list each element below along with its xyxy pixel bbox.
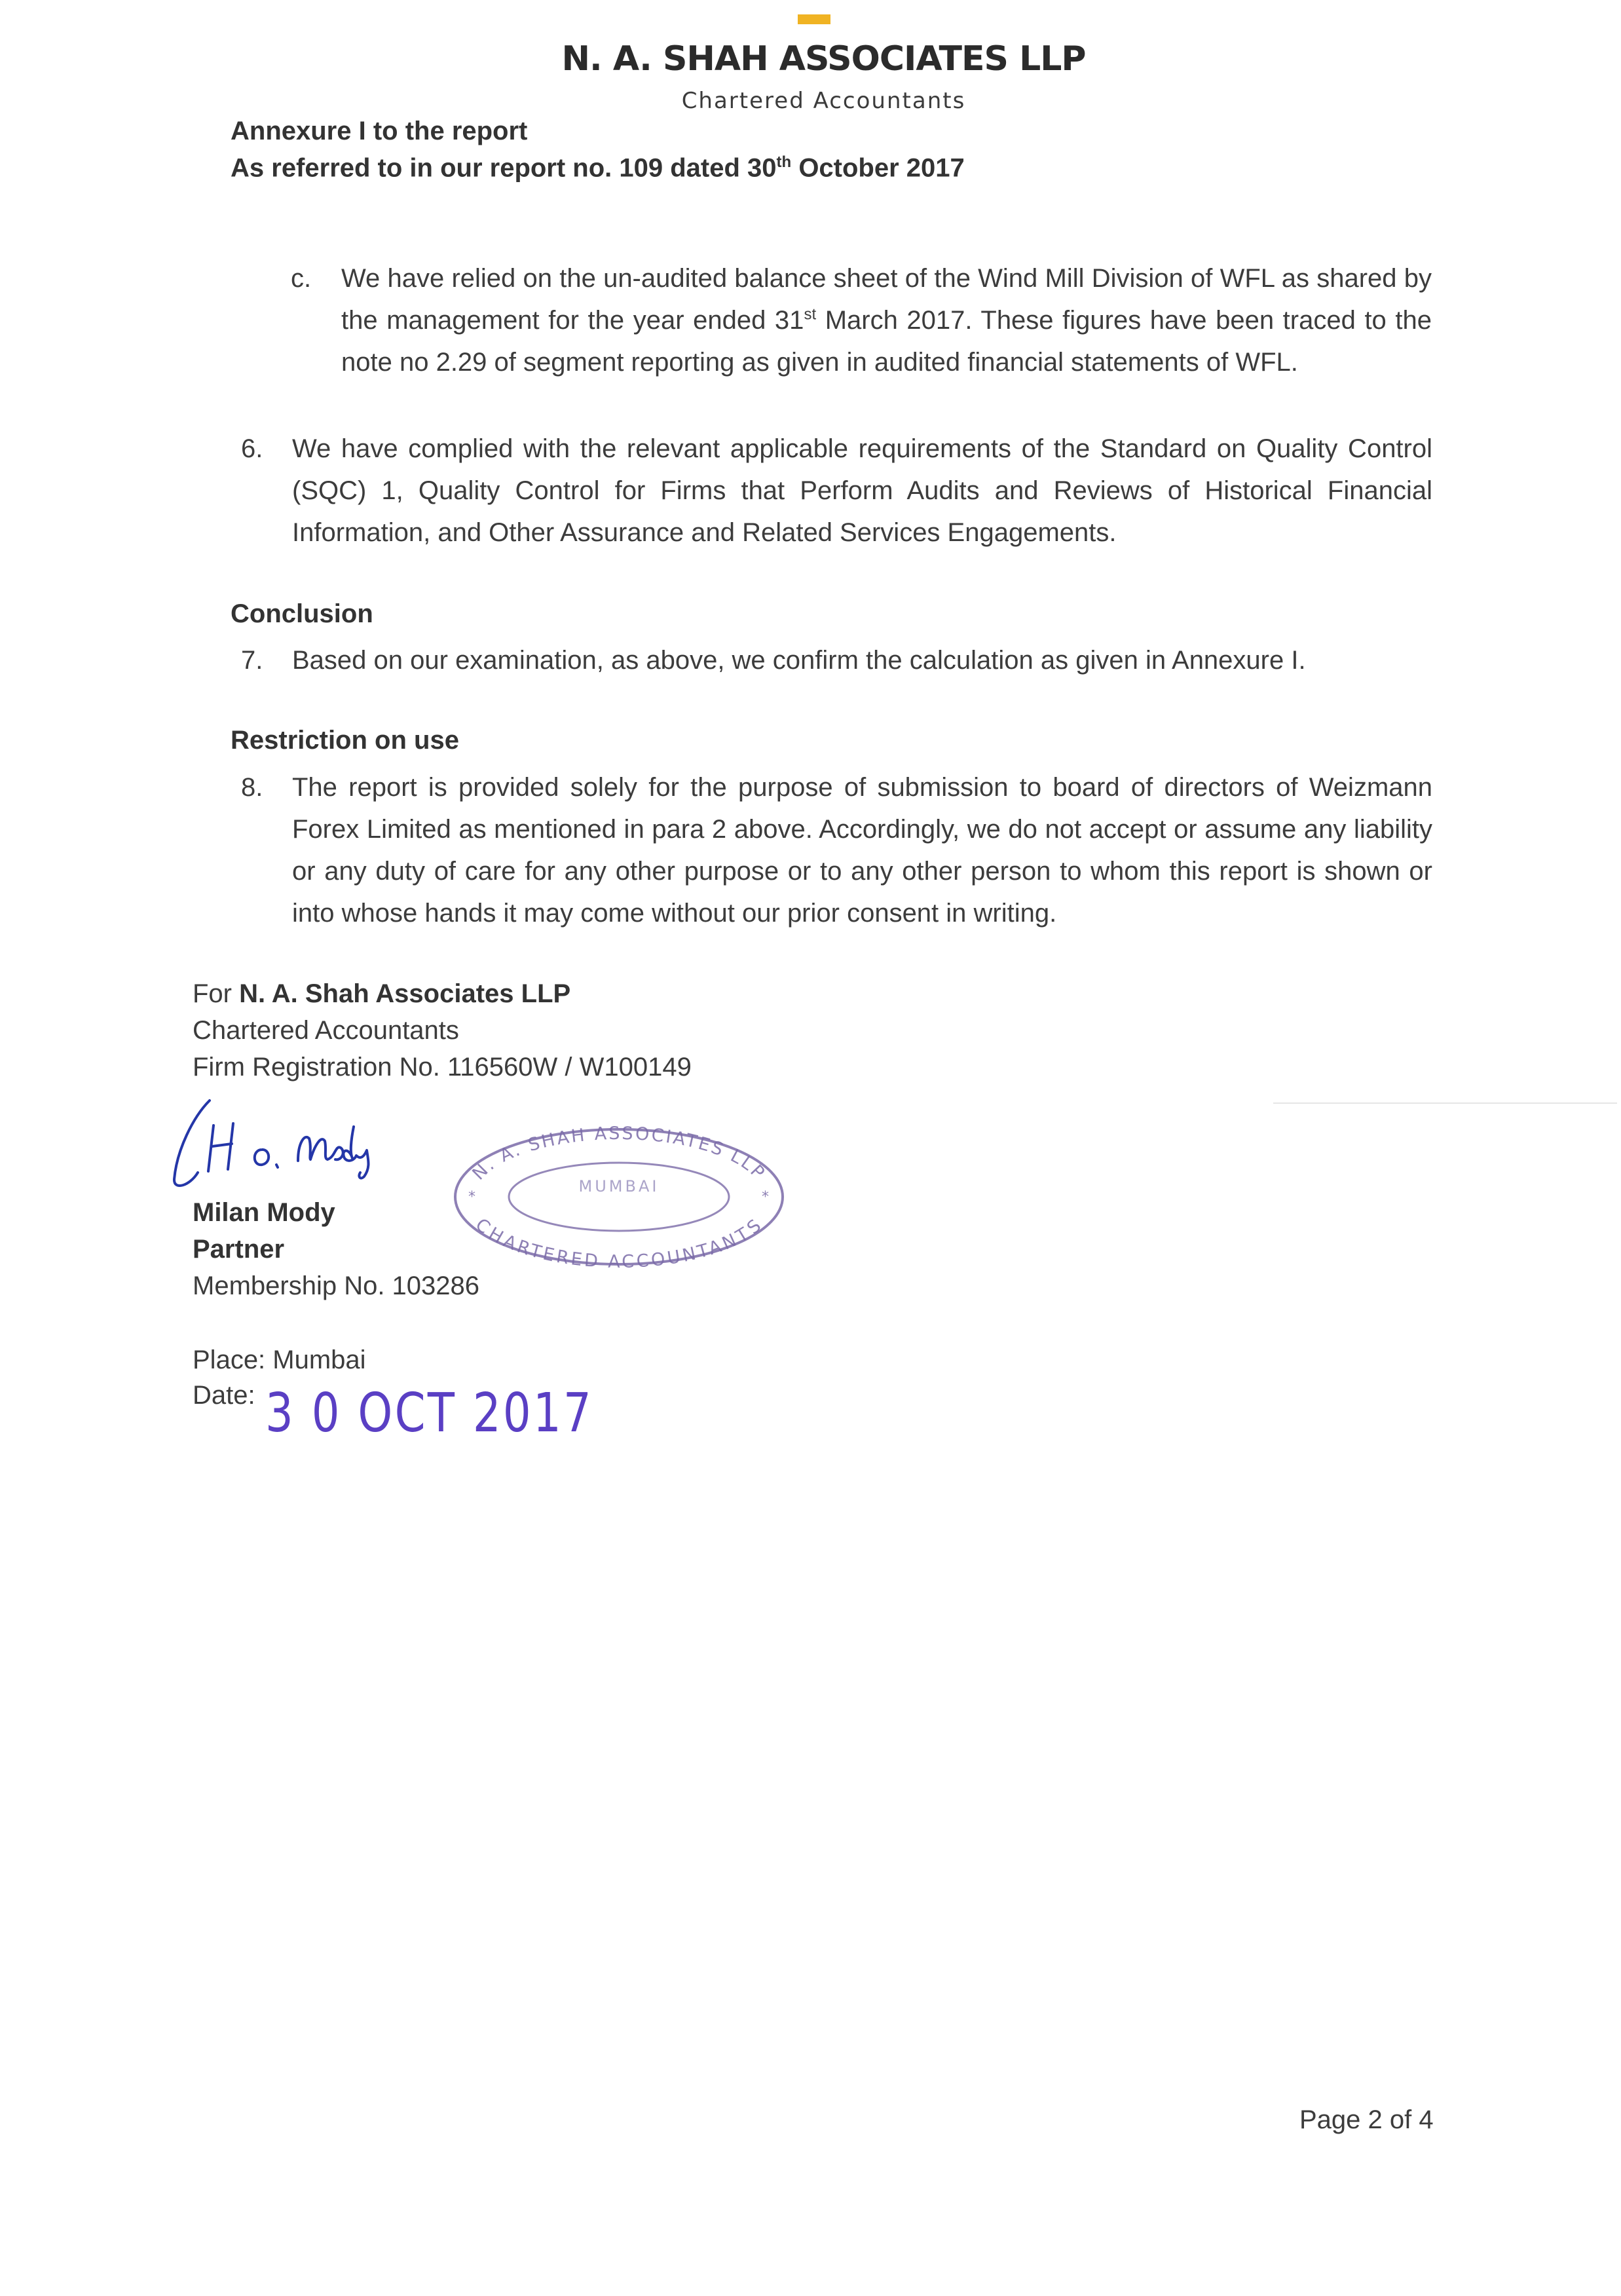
paragraph-c-text-2: March 2017. These figures have been traced to the note no 2.29 of segment reporting as given in audited financial statements of WFL. <box>341 306 1432 377</box>
stamp-center-text: MUMBAI <box>578 1177 660 1195</box>
date-stamp: 3 0 OCT 2017 <box>265 1382 594 1444</box>
paragraph-7: Based on our examination, as above, we confirm the calculation as given in Annexure I. <box>292 646 1306 675</box>
report-reference <box>231 153 965 183</box>
paragraph-c <box>341 257 1432 383</box>
place-line: Place: Mumbai <box>193 1346 366 1374</box>
signatory-name: Milan Mody <box>193 1198 335 1227</box>
letterhead-firm-subtitle: Chartered Accountants <box>681 88 966 114</box>
date-label: Date: <box>193 1381 255 1410</box>
for-prefix: For <box>193 979 240 1008</box>
signatory-role: Partner <box>193 1235 285 1264</box>
report-reference-suffix: October 2017 <box>791 153 965 183</box>
stamp-top-text: N. A. SHAH ASSOCIATES LLP <box>468 1123 770 1184</box>
paragraph-c-text-1: We have relied on the un-audited balance sheet of the Wind Mill Division of WFL as shared by the management for the year ended 31 <box>341 264 1432 335</box>
stamp-star-left-icon: * <box>468 1189 475 1205</box>
paragraph-8: The report is provided solely for the purpose of submission to board of directors of Weizmann Forex Limited as mentioned in para 2 above. Accordingly, we do not accept or assume any liability or any duty of care for any other purpose or to any other person to whom this report is shown or into whose hands it may come without our prior consent in writing. <box>292 773 1432 928</box>
conclusion-heading: Conclusion <box>231 599 373 628</box>
handwritten-signature <box>164 1087 413 1199</box>
restriction-heading: Restriction on use <box>231 726 459 755</box>
paragraph-8-marker: 8. <box>241 773 263 802</box>
stamp-star-right-icon: * <box>762 1189 769 1205</box>
membership-number: Membership No. 103286 <box>193 1271 480 1300</box>
page-number: Page 2 of 4 <box>1299 2105 1434 2134</box>
stamp-bottom-text: CHARTERED ACCOUNTANTS <box>471 1214 767 1273</box>
report-reference-sup: th <box>776 153 792 171</box>
paragraph-7-marker: 7. <box>241 646 263 675</box>
paragraph-6: We have complied with the relevant applicable requirements of the Standard on Quality Control (SQC) 1, Quality Control for Firms that Perform Audits and Reviews of Historical Financial Information, and Other Assurance and Related Services Engagements. <box>292 434 1432 547</box>
paragraph-c-marker: c. <box>291 264 312 293</box>
for-firm-line <box>193 979 570 1009</box>
report-reference-prefix: As referred to in our report no. 109 dated 30 <box>231 153 777 183</box>
scan-rule-line <box>1273 1102 1617 1104</box>
annexure-title: Annexure I to the report <box>231 117 528 145</box>
paragraph-6-marker: 6. <box>241 434 263 463</box>
firm-stamp <box>449 1121 789 1272</box>
letterhead-firm-name: N. A. SHAH ASSOCIATES LLP <box>561 39 1086 79</box>
firm-registration: Firm Registration No. 116560W / W100149 <box>193 1053 692 1082</box>
for-firm-name: N. A. Shah Associates LLP <box>239 979 571 1008</box>
paragraph-c-sup: st <box>804 305 817 324</box>
letterhead-logo-mark <box>798 14 830 24</box>
firm-type: Chartered Accountants <box>193 1016 459 1045</box>
